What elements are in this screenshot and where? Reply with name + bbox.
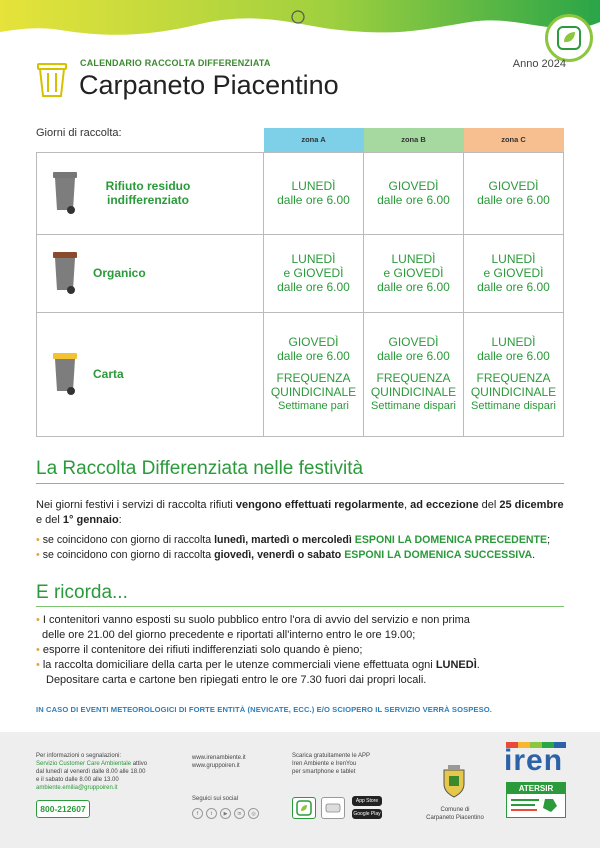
schedule-line: Settimane dispari (371, 400, 456, 412)
schedule-line: GIOVEDÌ (288, 335, 339, 349)
waste-type-cell (37, 234, 264, 312)
year-label: Anno 2024 (512, 58, 566, 70)
municipality-name: Comune di Carpaneto Piacentino (426, 807, 484, 821)
calendar-label: CALENDARIO RACCOLTA DIFFERENZIATA (80, 58, 271, 68)
iren-logo: iren (504, 744, 564, 777)
schedule-cell (264, 152, 364, 234)
schedule-line: FREQUENZA (376, 371, 451, 385)
schedule-cell (464, 234, 564, 312)
linkedin-icon[interactable]: in (234, 808, 245, 819)
web-link[interactable]: www.gruppoiren.it (192, 763, 240, 769)
zone-b-header: zona B (364, 128, 464, 152)
schedule-line: LUNEDÌ (391, 252, 436, 266)
schedule-line: GIOVEDÌ (388, 335, 439, 349)
schedule-line: LUNEDÌ (291, 252, 336, 266)
bullet-icon: • (36, 549, 40, 561)
table-row (37, 234, 564, 312)
trash-bin-icon (36, 60, 68, 98)
facebook-icon[interactable]: f (192, 808, 203, 819)
schedule-line: QUINDICINALE (370, 385, 457, 399)
schedule-cell (364, 152, 464, 234)
schedule-cell (364, 234, 464, 312)
holidays-bullet-2: • se coincidono con giorno di raccolta giovedì, venerdì o sabato ESPONI LA DOMENICA SUCCESSIVA. (36, 549, 536, 561)
waste-type-label: Carta (93, 367, 124, 381)
email-link[interactable]: ambiente.emilia@gruppoiren.it (36, 785, 118, 791)
waste-type-label: Rifiuto residuo indifferenziato (105, 179, 191, 207)
table-row (37, 152, 564, 234)
table-row (37, 312, 564, 436)
app-store-button[interactable]: App Store (352, 796, 382, 806)
collection-table (36, 128, 564, 437)
schedule-line: dalle ore 6.00 (377, 280, 450, 294)
reminder-title: E ricorda... (36, 582, 128, 603)
waste-type-cell (37, 312, 264, 436)
schedule-line: FREQUENZA (476, 371, 551, 385)
schedule-line (464, 363, 563, 371)
twitter-icon[interactable]: t (206, 808, 217, 819)
google-play-button[interactable]: Google Play (353, 811, 381, 817)
municipality-crest-icon (440, 764, 468, 798)
zone-a-header: zona A (264, 128, 364, 152)
web-links (192, 754, 246, 770)
holidays-title: La Raccolta Differenziata nelle festività (36, 458, 364, 479)
schedule-cell (464, 312, 564, 436)
instagram-icon[interactable]: ◎ (248, 808, 259, 819)
schedule-line: dalle ore 6.00 (377, 193, 450, 207)
app-info: Scarica gratuitamente le APP Iren Ambiente e IrenYou per smartphone e tablet (292, 753, 371, 775)
waste-type-cell (37, 152, 264, 234)
app-logo-icon (545, 14, 593, 62)
schedule-line: Settimane pari (278, 400, 349, 412)
atersir-logo: ATERSIR (506, 782, 566, 818)
wheelie-bin-icon (51, 250, 79, 296)
schedule-line: e GIOVEDÌ (383, 266, 444, 280)
waste-type-label: Organico (93, 266, 146, 280)
schedule-cell (364, 312, 464, 436)
schedule-line (264, 363, 363, 371)
schedule-line: QUINDICINALE (270, 385, 357, 399)
schedule-line: dalle ore 6.00 (377, 349, 450, 363)
schedule-line: GIOVEDÌ (388, 179, 439, 193)
social-label: Seguici sui social (192, 796, 239, 802)
reminder-list: • I contenitori vanno esposti su suolo pubblico entro l'ora di avvio del servizio e non prima delle ore 21.00 del giorno precedente e riportati all'interno entro le ore 19.00; • esporre il contenitore dei rifiuti indifferenziati solo quando è pieno; • la raccolta domiciliare della carta per le utenze commerciali viene effettuata ogni LUNEDÌ. Depositare carta e cartone ben ripiegati entro le ore 7.30 fuori dai propri locali. (36, 614, 480, 686)
wheelie-bin-icon (51, 170, 79, 216)
iren-ambiente-app-icon[interactable] (292, 797, 316, 819)
schedule-line: dalle ore 6.00 (477, 349, 550, 363)
schedule-cell (264, 234, 364, 312)
schedule-line: dalle ore 6.00 (277, 193, 350, 207)
zone-c-header: zona C (464, 128, 564, 152)
social-icons (192, 808, 259, 819)
web-link[interactable]: www.irenambiente.it (192, 755, 246, 761)
schedule-cell (464, 152, 564, 234)
schedule-line: FREQUENZA (276, 371, 351, 385)
schedule-line: LUNEDÌ (491, 335, 536, 349)
schedule-line: LUNEDÌ (291, 179, 336, 193)
schedule-line: dalle ore 6.00 (477, 193, 550, 207)
schedule-line: e GIOVEDÌ (483, 266, 544, 280)
schedule-line: dalle ore 6.00 (277, 349, 350, 363)
table-label: Giorni di raccolta: (36, 127, 122, 139)
schedule-line: QUINDICINALE (470, 385, 557, 399)
schedule-line: e GIOVEDÌ (283, 266, 344, 280)
youtube-icon[interactable]: ▶ (220, 808, 231, 819)
holidays-intro: Nei giorni festivi i servizi di raccolta rifiuti vengono effettuati regolarmente, ad eccezione del 25 dicembre e del 1° gennaio: (36, 499, 564, 526)
contact-info: Per informazioni o segnalazioni: Servizio Customer Care Ambientale attivo dal lunedì al venerdì dalle 8.00 alle 18.00 e il sabato dalle 8.00 alle 13.00 ambiente.emilia@gruppoiren.it (36, 753, 148, 791)
holidays-bullet-1: • se coincidono con giorno di raccolta lunedì, martedì o mercoledì ESPONI LA DOMENICA PRECEDENTE; (36, 534, 551, 546)
page-header (36, 58, 566, 108)
schedule-line: LUNEDÌ (491, 252, 536, 266)
schedule-line (364, 363, 463, 371)
schedule-line: dalle ore 6.00 (477, 280, 550, 294)
divider (36, 483, 564, 484)
weather-alert: IN CASO DI EVENTI METEOROLOGICI DI FORTE ENTITÀ (NEVICATE, ECC.) E/O SCIOPERO IL SERVIZIO VERRÀ SOSPESO. (36, 705, 492, 714)
bullet-icon: • (36, 534, 40, 546)
page-title: Carpaneto Piacentino (79, 70, 339, 100)
phone-number[interactable]: 800-212607 (36, 800, 90, 818)
recycle-icon (507, 794, 565, 816)
schedule-cell (264, 312, 364, 436)
divider (36, 606, 564, 607)
schedule-line: GIOVEDÌ (488, 179, 539, 193)
header-wave (0, 0, 600, 60)
schedule-line: Settimane dispari (471, 400, 556, 412)
schedule-line: dalle ore 6.00 (277, 280, 350, 294)
wheelie-bin-icon (51, 351, 79, 397)
irenyou-app-icon[interactable] (321, 797, 345, 819)
